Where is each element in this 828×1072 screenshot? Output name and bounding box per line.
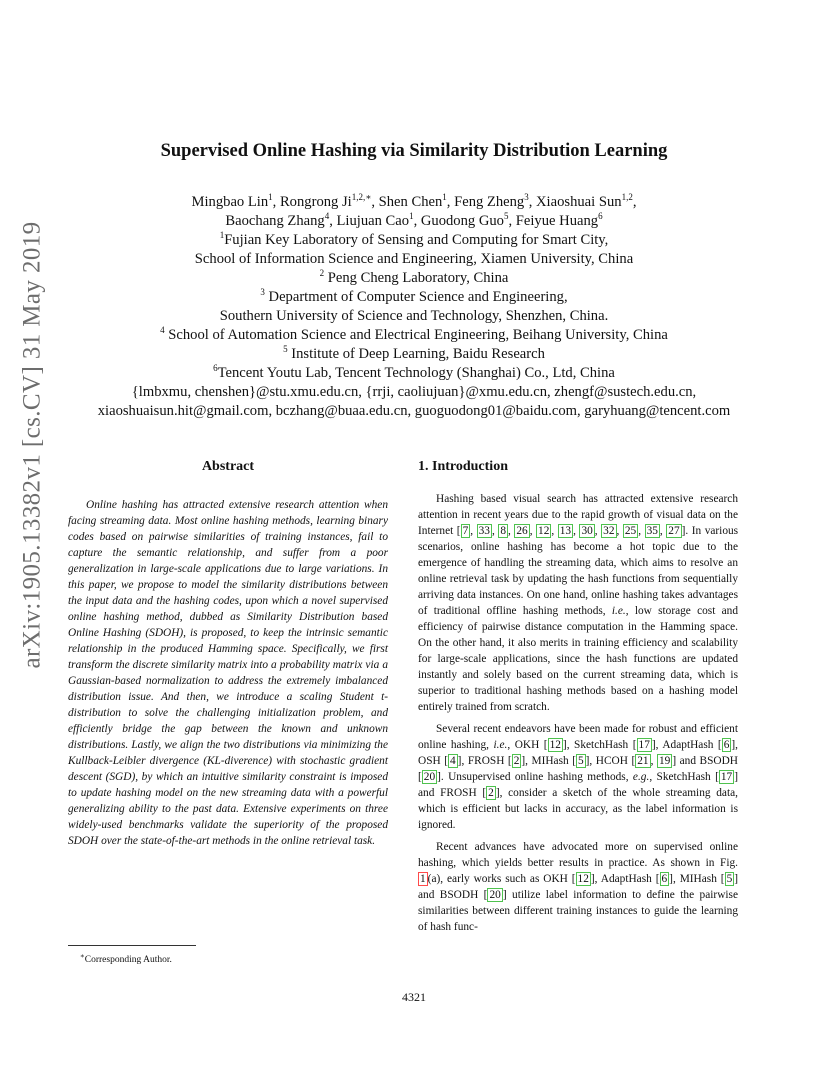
page-number: 4321 <box>402 990 426 1004</box>
affiliation-mark: 4 <box>324 211 330 222</box>
citation-link[interactable]: 21 <box>637 755 649 767</box>
citation-link[interactable]: 2 <box>513 755 520 767</box>
affiliation-3-cont: Southern University of Science and Technology, Shenzhen, China. <box>219 308 609 324</box>
affiliation-mark: 6 <box>213 363 218 374</box>
citation-link[interactable]: 12 <box>538 525 550 537</box>
citation-link[interactable]: 33 <box>478 525 490 537</box>
footnote-rule <box>68 945 196 946</box>
footnote <box>80 952 172 965</box>
citation-link[interactable]: 35 <box>646 525 658 537</box>
citation-link[interactable]: 20 <box>423 771 436 783</box>
citation-link[interactable]: 7 <box>462 525 469 537</box>
author-name: , Shen Chen <box>371 194 443 210</box>
arxiv-stamp-text: arXiv:1905.13382v1 [cs.CV] 31 May 2019 <box>19 221 47 669</box>
affiliation-4: $^4$ School of Automation Science and Electrical Engineering, Beihang University, China <box>160 325 668 343</box>
author-line-2 <box>0 212 828 231</box>
affiliation-3: $^3$ Department of Computer Science and Engineering, <box>260 287 568 305</box>
author-name: Baochang Zhang <box>225 213 325 229</box>
citation-link[interactable]: 13 <box>559 525 572 537</box>
introduction-column <box>418 458 738 941</box>
intro-paragraph-3: Recent advances have advocated more on supervised online hashing, which yields better results in practice. As shown in Fig. 1 (a), early works such as OKH [ 12 ], AdaptHash [ 6 ], MIHash [ 5 ] and BSODH [ 20 ] utilize label information to define the pairwise similarities between different training instances to guide the learning of hash func- <box>418 841 739 933</box>
citation-link[interactable]: 19 <box>658 755 671 767</box>
author-block <box>0 193 828 421</box>
citation-link[interactable]: 25 <box>624 525 637 537</box>
intro-paragraph-2: Several recent endeavors have been made for robust and efficient online hashing, i.e., OKH [ 12 ], SketchHash [ 17 ], AdaptHash [ 6 ], OSH [ 4 ], FROSH [ 2 ], MIHash [ 5 ], HCOH [ 21 , 19 ] and BSODH [ 20 ]. Unsupervised online hashing methods, e.g., SketchHash [ 17 ] and FROSH [ 2 ], consider a sketch of the whole streaming data, which is efficient but lacks in accuracy, as the label information is ignored. <box>418 723 738 831</box>
affiliation-mark: 1 <box>219 230 225 241</box>
introduction-heading: 1. Introduction <box>418 459 508 474</box>
affiliation-mark: 1,2,∗ <box>351 192 372 203</box>
affiliation-mark: 5 <box>503 211 509 222</box>
citation-link[interactable]: 27 <box>668 525 680 537</box>
citation-link[interactable]: 12 <box>577 873 589 885</box>
citation-link[interactable]: 4 <box>450 755 456 767</box>
citation-link[interactable]: 17 <box>720 771 733 783</box>
citation-link[interactable]: 26 <box>516 525 528 537</box>
citation-link[interactable]: 8 <box>500 525 506 537</box>
citation-link[interactable]: 17 <box>638 739 650 751</box>
footnote-text: Corresponding Author. <box>84 955 172 966</box>
author-name: Mingbao Lin <box>191 194 269 210</box>
footnote-mark: ∗ <box>80 952 85 960</box>
paper-title: Supervised Online Hashing via Similarity Distribution Learning <box>160 141 668 161</box>
affiliation-mark: 3 <box>260 287 265 298</box>
author-name: , Feiyue Huang <box>508 213 599 229</box>
citation-link[interactable]: 12 <box>549 739 561 751</box>
affiliation-5: $^5$ Institute of Deep Learning, Baidu Research <box>283 344 545 362</box>
email-line-1: {lmbxmu, chenshen}@stu.xmu.edu.cn, {rrji, caoliujuan}@xmu.edu.cn, zhengf@sustech.edu.cn, <box>131 384 697 400</box>
affiliation-mark: 5 <box>283 344 288 355</box>
citation-link[interactable]: 32 <box>603 525 615 537</box>
citation-link[interactable]: 5 <box>726 873 733 885</box>
affiliation-mark: 3 <box>524 192 529 203</box>
affiliation-2: $^2$ Peng Cheng Laboratory, China <box>319 268 509 286</box>
citation-link[interactable]: 20 <box>489 889 501 901</box>
affiliation-mark: 1 <box>268 192 273 203</box>
affiliation-mark: 1 <box>442 192 447 203</box>
citation-link[interactable]: 5 <box>577 755 584 767</box>
author-name: , Rongrong Ji <box>272 194 352 210</box>
affiliation-mark: 6 <box>598 211 603 222</box>
citation-link[interactable]: 30 <box>581 525 593 537</box>
author-name: , Liujuan Cao <box>329 213 410 229</box>
citation-link[interactable]: 2 <box>488 787 494 799</box>
author-name: , Feng Zheng <box>446 194 525 210</box>
figure-link[interactable]: 1 <box>420 873 426 885</box>
author-name: , Xiaoshuai Sun <box>528 194 622 210</box>
email-line-2: xiaoshuaisun.hit@gmail.com, bczhang@buaa.edu.cn, guoguodong01@baidu.com, garyhuang@tencent.com <box>97 403 731 419</box>
author-separator: , <box>632 194 637 210</box>
affiliation-mark: 4 <box>160 325 165 336</box>
author-name: , Guodong Guo <box>413 213 504 229</box>
affiliation-mark: 1 <box>409 211 414 222</box>
affiliation-mark: 1,2 <box>621 192 633 203</box>
intro-paragraph-1: Hashing based visual search has attracted extensive research attention in recent years due to the rapid growth of visual data on the Internet [ 7 , 33 , 8 , 26 , 12 , 13 , 30 , 32 , 25 , 35 , 27 ]. In various scenarios, online hashing has become a hot topic due to the emergence of handling the streaming data, which aims to resolve an online retrieval task by updating the hash functions from sequentially arriving data instances. On one hand, online hashing takes advantages of traditional offline hashing methods, i.e., low storage cost and efficiency of pairwise distance computation in the Hamming space. On the other hand, it also merits in training efficiency and scalability for large-scale applications, since the hash functions are updated instantly and solely based on the current streaming data, which is superior to traditional hashing methods based on a hashing model entirely trained from scratch. <box>418 493 739 713</box>
affiliation-1: $^1$Fujian Key Laboratory of Sensing and Computing for Smart City, <box>219 230 609 248</box>
abstract-heading: Abstract <box>201 459 255 474</box>
affiliation-6: $^6$Tencent Youtu Lab, Tencent Technology (Shanghai) Co., Ltd, China <box>213 363 615 381</box>
citation-link[interactable]: 6 <box>661 873 668 885</box>
affiliation-mark: 2 <box>319 268 325 279</box>
abstract-column <box>68 458 388 849</box>
affiliation-1-cont: School of Information Science and Engineering, Xiamen University, China <box>194 251 634 267</box>
author-line-1 <box>0 193 828 212</box>
abstract-body: Online hashing has attracted extensive research attention when facing streaming data. Most online hashing methods, learning binary codes based on pairwise similarities of training instances, fail to capture the semantic relationship, and suffer from a poor generalization in large-scale applications due to large variations. In this paper, we propose to model the similarity distributions between the input data and the hashing codes, upon which a novel supervised online hashing method, dubbed as Similarity Distribution based Online Hashing (SDOH), is proposed, to keep the intrinsic semantic relationship in the produced Hamming space. Specifically, we first transform the discrete similarity matrix into a probability matrix via a Gaussian-based normalization to address the extremely imbalanced distribution issue. And then, we introduce a scaling Student t-distribution to solve the challenging initialization problem, and efficiently bridge the gap between the known and unknown distributions. Lastly, we align the two distributions via minimizing the Kullback-Leibler divergence (KL-diverence) with stochastic gradient descent (SGD), by which an intuitive similarity constraint is imposed to update hashing model on the new streaming data with a powerful generalizing ability to the past data. Extensive experiments on three widely-used benchmarks validate the superiority of the proposed SDOH over the state-of-the-art methods in the online retrieval task. <box>68 499 388 847</box>
citation-link[interactable]: 6 <box>723 739 730 751</box>
